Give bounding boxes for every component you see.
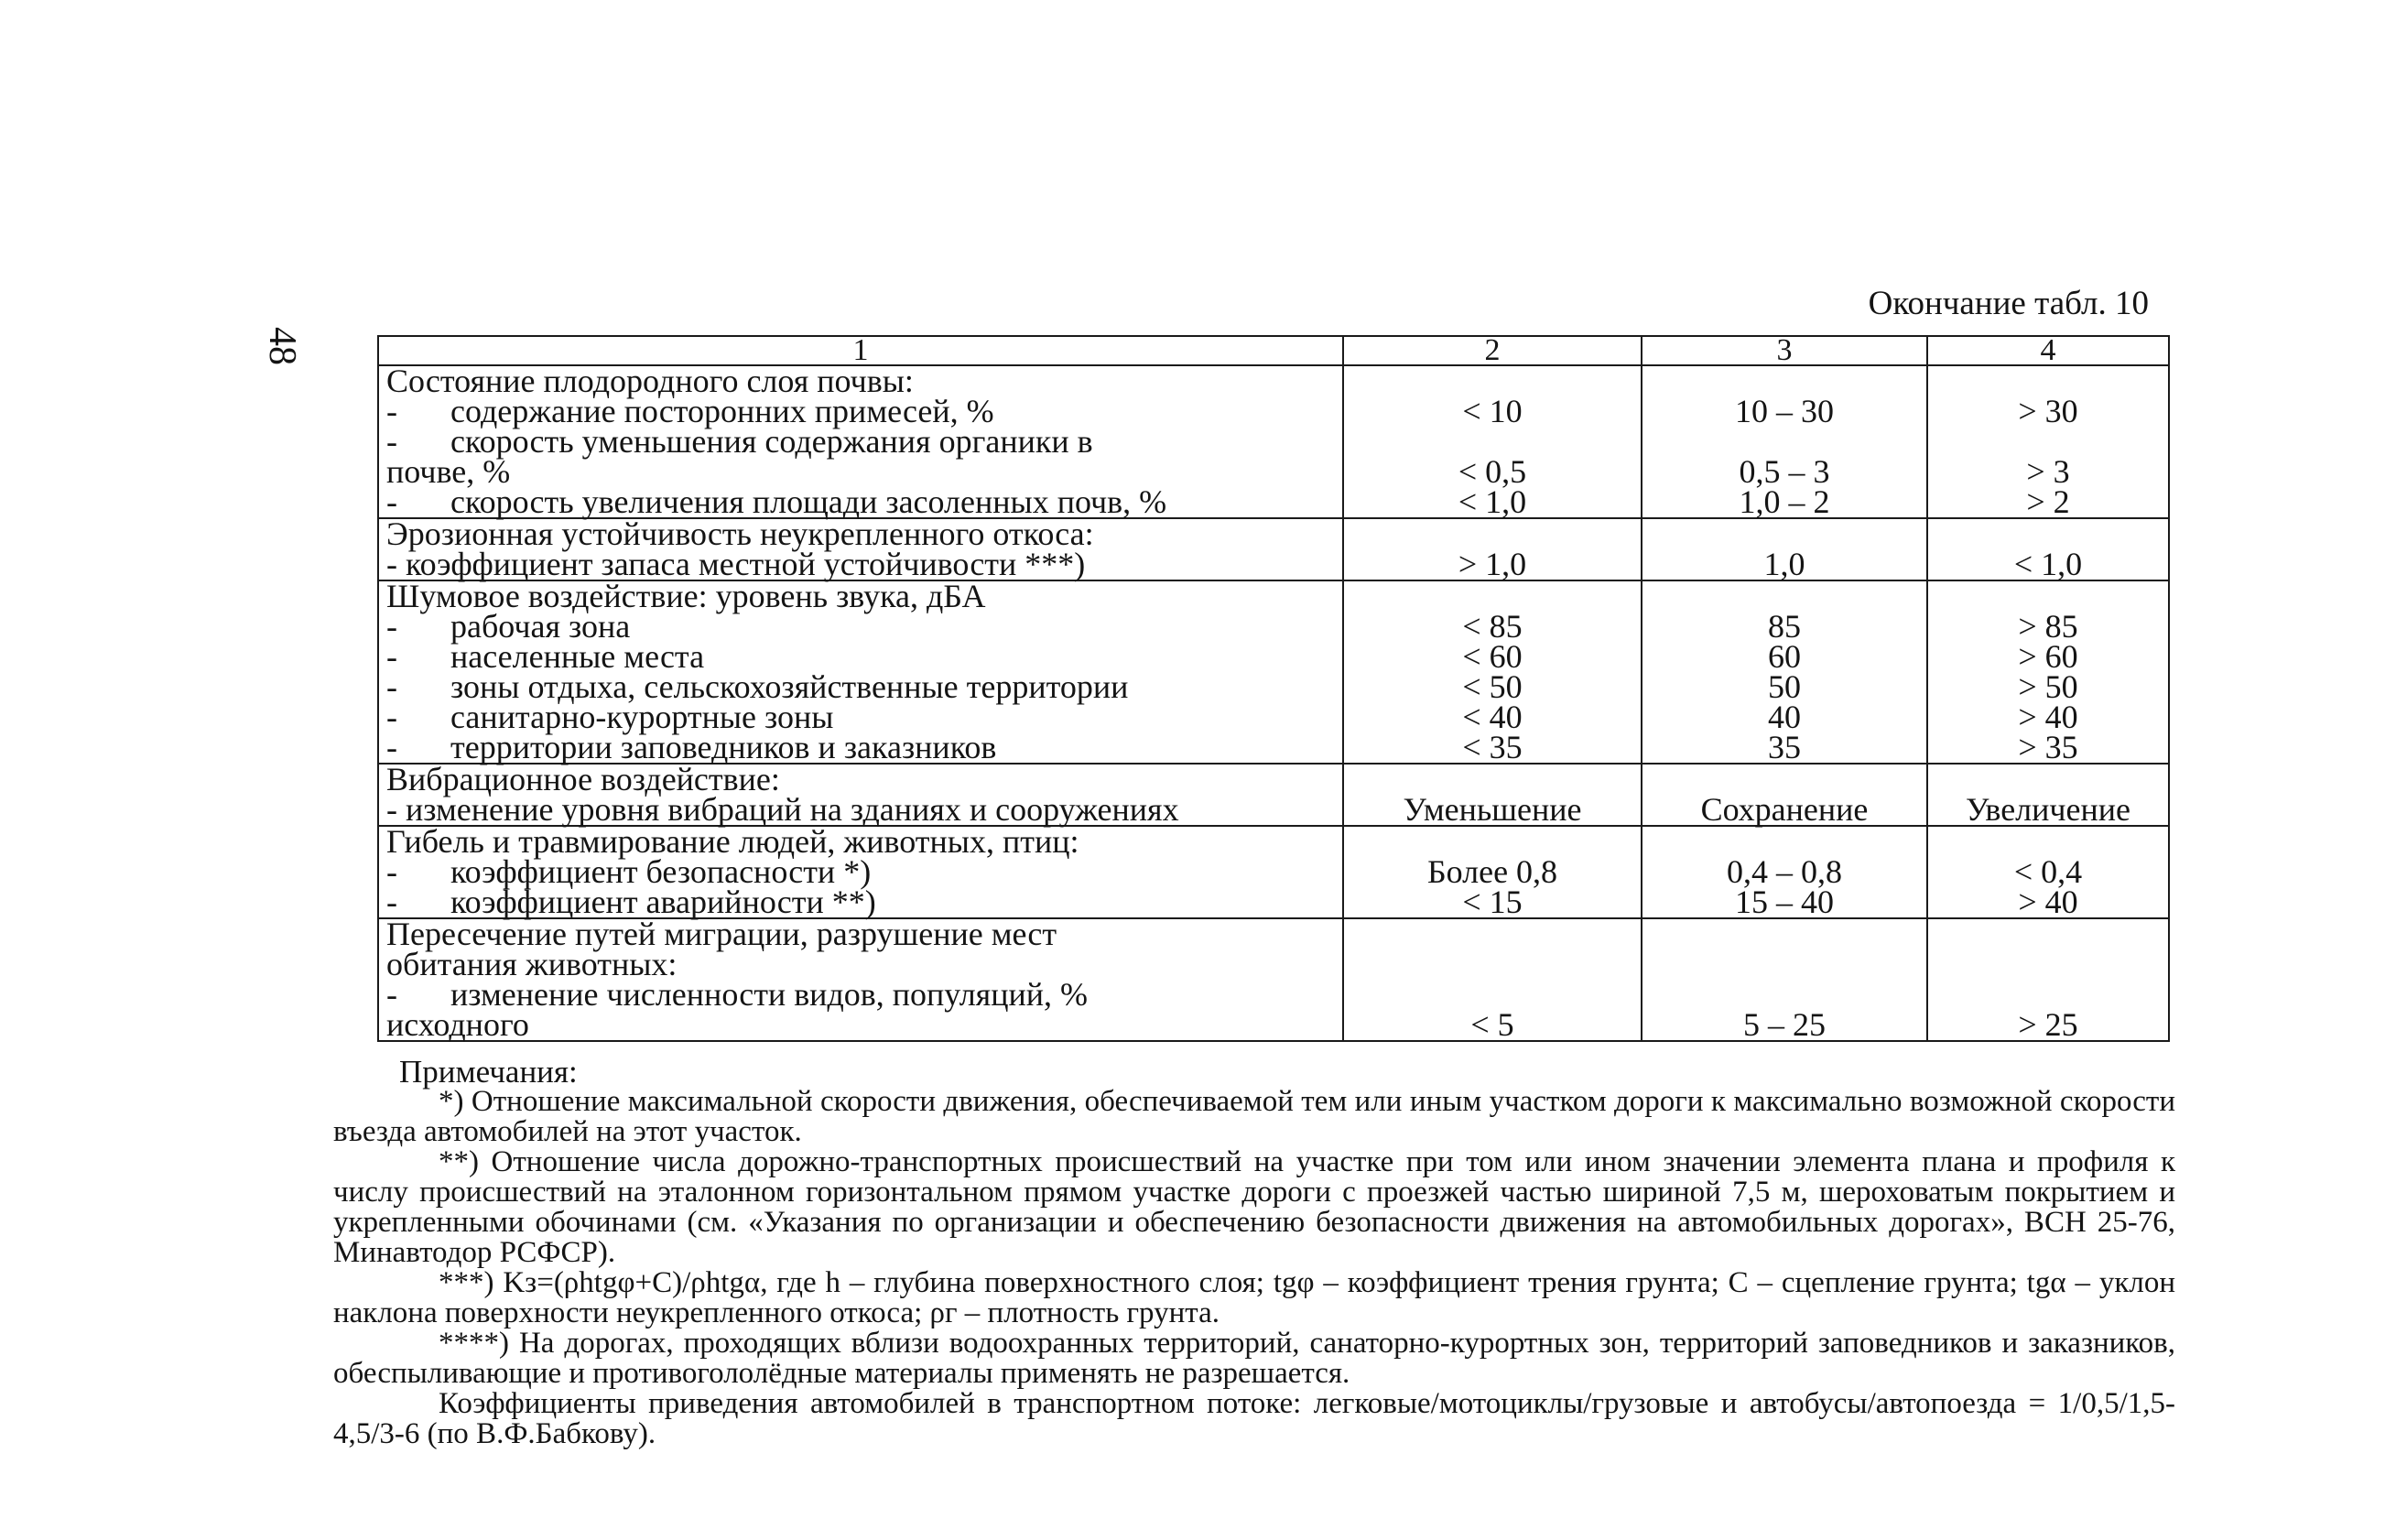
value-line: Уменьшение <box>1403 791 1582 828</box>
table-header-row <box>378 336 2169 365</box>
value-cell-c4 <box>1927 518 2169 580</box>
table-row <box>378 518 2169 580</box>
indicator-text: - коэффициент запаса местной устойчивости ***) <box>386 546 1086 582</box>
list-dash: - <box>386 699 397 735</box>
indicator-line <box>386 1006 1335 1043</box>
value-cell-c2 <box>1343 918 1642 1041</box>
list-dash: - <box>386 638 397 675</box>
value-line: 85 <box>1768 608 1801 645</box>
table-row <box>378 918 2169 1041</box>
value-line: 35 <box>1768 729 1801 765</box>
value-cell-c3 <box>1642 918 1927 1041</box>
indicator-text: Эрозионная устойчивость неукрепленного откоса: <box>386 515 1094 552</box>
indicator-text: санитарно-курортные зоны <box>450 699 834 735</box>
note-paragraph: *) Отношение максимальной скорости движения, обеспечиваемой тем или иным участком дороги к максимально возможной скорости въезда автомобилей на этот участок. <box>333 1085 2175 1148</box>
list-dash: - <box>386 423 397 460</box>
value-line: 0,5 – 3 <box>1739 453 1830 490</box>
indicator-line <box>386 729 1335 765</box>
indicator-text: содержание посторонних примесей, % <box>450 393 994 429</box>
value-cell-c3 <box>1642 518 1927 580</box>
value-line: 1,0 <box>1763 546 1805 582</box>
value-line: > 60 <box>2018 638 2078 675</box>
value-cell-c4 <box>1927 580 2169 764</box>
value-line: Более 0,8 <box>1426 853 1558 890</box>
indicator-line <box>386 546 1335 582</box>
value-cell-c4 <box>1927 918 2169 1041</box>
value-line: 5 – 25 <box>1743 1006 1826 1043</box>
table-row <box>378 826 2169 918</box>
indicator-text: обитания животных: <box>386 946 678 982</box>
list-dash: - <box>386 884 397 920</box>
value-line: < 10 <box>1462 393 1523 429</box>
value-cell-c2 <box>1343 764 1642 826</box>
note-paragraph: ****) На дорогах, проходящих вблизи водоохранных территорий, санаторно-курортных зон, территорий заповедников и заказников, обеспыливающие и противогололёдные материалы применять не разрешается. <box>333 1327 2175 1390</box>
indicator-text: скорость уменьшения содержания органики в <box>450 423 1093 460</box>
value-line: 15 – 40 <box>1735 884 1834 920</box>
indicator-text: почве, % <box>386 453 511 490</box>
indicator-text: Шумовое воздействие: уровень звука, дБА <box>386 578 986 614</box>
table-row <box>378 365 2169 518</box>
value-line: 50 <box>1768 668 1801 705</box>
value-line: > 25 <box>2018 1006 2078 1043</box>
indicator-cell <box>378 918 1343 1041</box>
value-cell-c4 <box>1927 764 2169 826</box>
value-line: > 35 <box>2018 729 2078 765</box>
value-line: < 0,4 <box>2013 853 2083 890</box>
indicator-text: зоны отдыха, сельскохозяйственные территории <box>450 668 1129 705</box>
value-line: < 5 <box>1470 1006 1514 1043</box>
indicator-cell <box>378 580 1343 764</box>
value-line: > 1,0 <box>1458 546 1527 582</box>
note-paragraph: ***) Kз=(ρhtgφ+C)/ρhtgα, где h – глубина поверхностного слоя; tgφ – коэффициент трения грунта; C – сцепление грунта; tgα – уклон наклона поверхности неукрепленного откоса; ρг – плотность грунта. <box>333 1266 2175 1329</box>
value-line: > 30 <box>2018 393 2078 429</box>
indicator-line <box>386 791 1335 828</box>
indicator-text: скорость увеличения площади засоленных почв, % <box>450 483 1167 520</box>
indicator-text: территории заповедников и заказников <box>450 729 997 765</box>
value-line: < 0,5 <box>1458 453 1527 490</box>
indicator-cell <box>378 761 1343 828</box>
value-line: < 50 <box>1462 668 1523 705</box>
value-line: 40 <box>1768 699 1801 735</box>
list-dash: - <box>386 483 397 520</box>
value-cell-c3 <box>1642 826 1927 918</box>
indicator-text: коэффициент аварийности **) <box>450 884 876 920</box>
value-line: > 50 <box>2018 668 2078 705</box>
indicator-cell <box>378 365 1343 518</box>
value-cell-c3 <box>1642 580 1927 764</box>
value-line: < 40 <box>1462 699 1523 735</box>
list-dash: - <box>386 393 397 429</box>
value-line: 1,0 – 2 <box>1739 483 1830 520</box>
indicator-text: Вибрационное воздействие: <box>386 761 780 797</box>
indicator-line <box>386 423 1335 460</box>
list-dash: - <box>386 608 397 645</box>
value-line: > 3 <box>2026 453 2070 490</box>
value-cell-c2 <box>1343 580 1642 764</box>
indicator-text: - изменение уровня вибраций на зданиях и сооружениях <box>386 791 1179 828</box>
value-line: < 1,0 <box>1458 483 1527 520</box>
value-line: 60 <box>1768 638 1801 675</box>
value-line: > 40 <box>2018 699 2078 735</box>
value-line: Сохранение <box>1700 791 1869 828</box>
indicator-text: Гибель и травмирование людей, животных, птиц: <box>386 823 1079 860</box>
indicator-text: населенные места <box>450 638 705 675</box>
header-cell: 3 <box>1642 336 1927 365</box>
indicator-text: изменение численности видов, популяций, % <box>450 976 1089 1013</box>
value-cell-c3 <box>1642 365 1927 518</box>
value-cell-c2 <box>1343 365 1642 518</box>
value-line: < 85 <box>1462 608 1523 645</box>
list-dash: - <box>386 853 397 890</box>
list-dash: - <box>386 668 397 705</box>
list-dash: - <box>386 976 397 1013</box>
value-line: < 1,0 <box>2013 546 2083 582</box>
indicator-line <box>386 884 1335 920</box>
indicator-text: Пересечение путей миграции, разрушение мест <box>386 916 1057 952</box>
value-line: < 15 <box>1462 884 1523 920</box>
value-cell-c2 <box>1343 518 1642 580</box>
notes-title: Примечания: <box>399 1054 578 1090</box>
indicator-text: рабочая зона <box>450 608 631 645</box>
table-caption: Окончание табл. 10 <box>1868 285 2149 322</box>
value-cell-c3 <box>1642 764 1927 826</box>
value-cell-c4 <box>1927 365 2169 518</box>
header-cell: 1 <box>378 336 1343 365</box>
table-row <box>378 580 2169 764</box>
indicator-line <box>386 483 1335 520</box>
value-line: > 85 <box>2018 608 2078 645</box>
table-row <box>378 764 2169 826</box>
notes <box>333 1054 2175 1450</box>
indicator-cell <box>378 515 1343 582</box>
page-number: 48 <box>261 327 303 365</box>
value-line: < 60 <box>1462 638 1523 675</box>
header-cell: 4 <box>1927 336 2169 365</box>
indicator-text: коэффициент безопасности *) <box>450 853 872 890</box>
value-cell-c2 <box>1343 826 1642 918</box>
value-line: < 35 <box>1462 729 1523 765</box>
list-dash: - <box>386 729 397 765</box>
data-table <box>377 335 2170 1042</box>
value-line: > 40 <box>2018 884 2078 920</box>
value-line: 0,4 – 0,8 <box>1727 853 1842 890</box>
indicator-cell <box>378 823 1343 920</box>
note-paragraph: Коэффициенты приведения автомобилей в транспортном потоке: легковые/мотоциклы/грузовые и автобусы/автопоезда = 1/0,5/1,5-4,5/3-6 (по В.Ф.Бабкову). <box>333 1387 2175 1450</box>
value-cell-c4 <box>1927 826 2169 918</box>
indicator-text: Состояние плодородного слоя почвы: <box>386 363 914 399</box>
value-line: Увеличение <box>1965 791 2131 828</box>
value-line: 10 – 30 <box>1735 393 1834 429</box>
indicator-text: исходного <box>386 1006 529 1043</box>
note-paragraph: **) Отношение числа дорожно-транспортных происшествий на участке при том или ином значении элемента плана и профиля к числу происшествий на эталонном горизонтальном прямом участке дороги с проезжей частью шириной 7,5 м, шероховатым покрытием и укрепленными обочинами (см. «Указания по организации и обеспечению безопасности движения на автомобильных дорогах», ВСН 25-76, Минавтодор РСФСР). <box>333 1145 2175 1269</box>
header-cell: 2 <box>1343 336 1642 365</box>
value-line: > 2 <box>2026 483 2070 520</box>
